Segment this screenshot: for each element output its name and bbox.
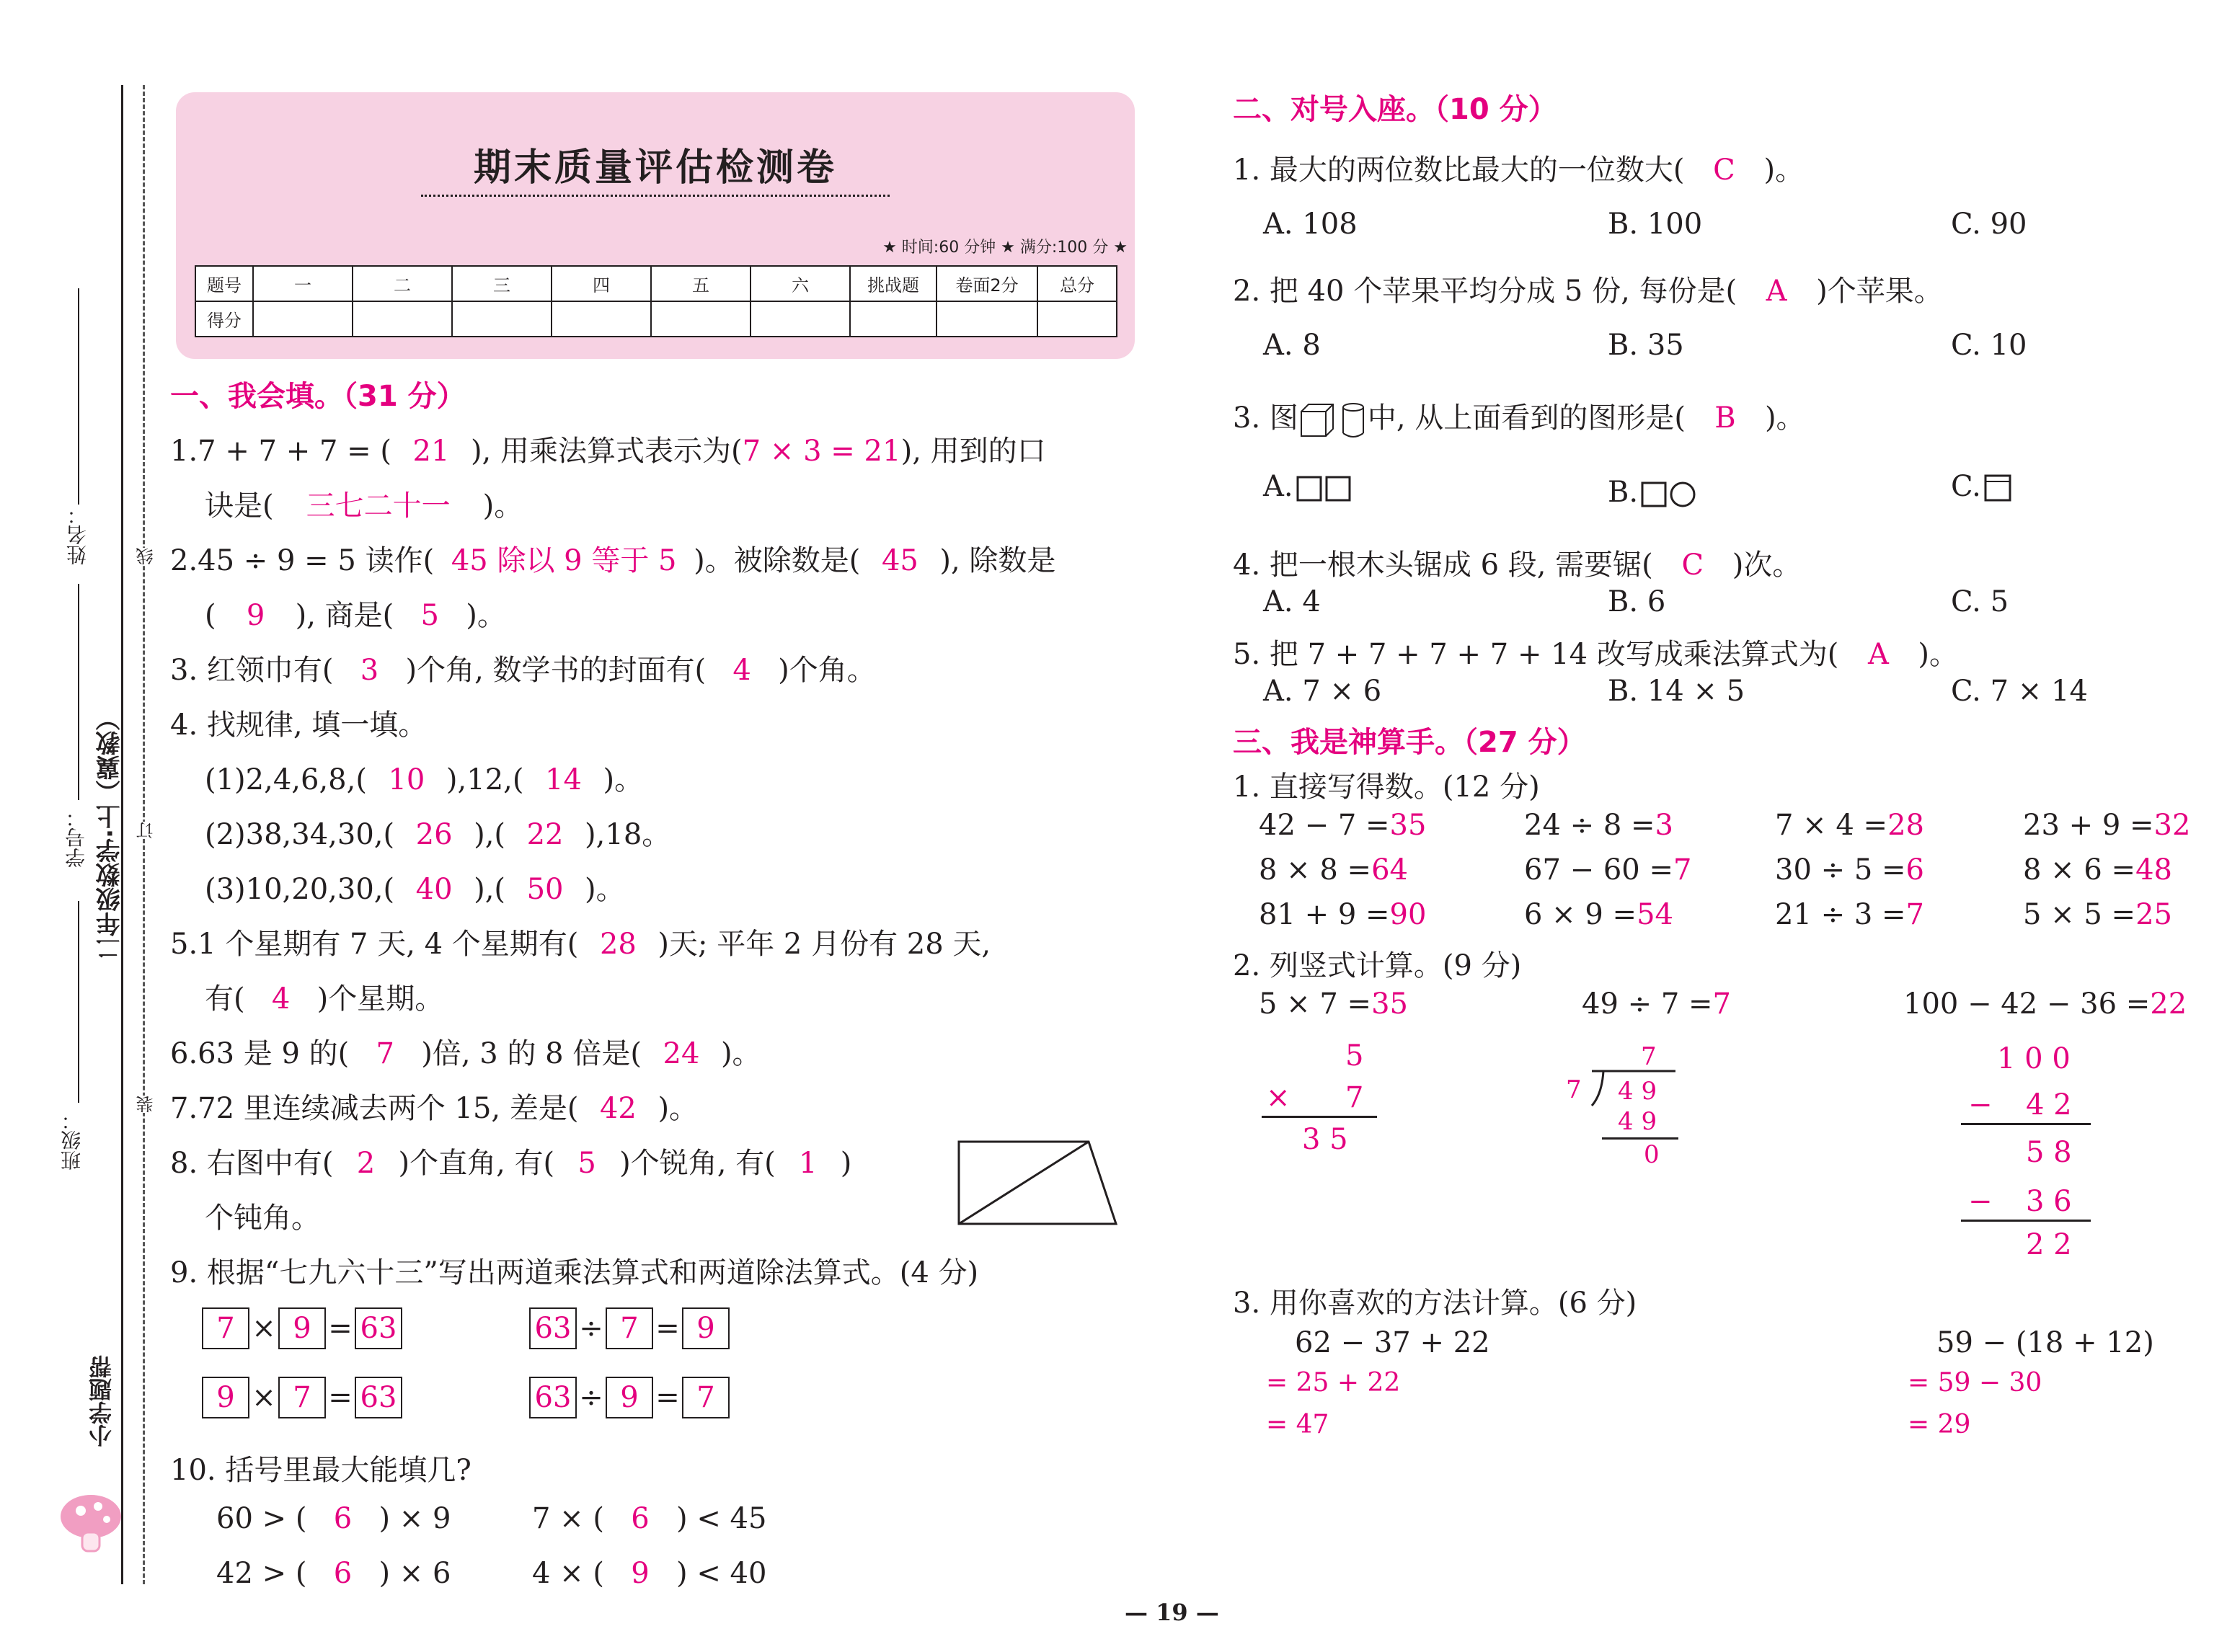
q8-text: )个锐角, 有( <box>619 1147 776 1180</box>
q9-box: 63 <box>355 1377 402 1418</box>
q7-text: )。 <box>658 1092 699 1125</box>
v3-n3: 3 6 <box>2026 1185 2072 1218</box>
q7-answer: 42 <box>599 1092 637 1125</box>
q4-line1 <box>205 757 643 798</box>
calc-a: 3 <box>1655 809 1673 842</box>
q9-box: 7 <box>682 1377 730 1418</box>
q6-answer-1: 7 <box>376 1037 394 1070</box>
calc-q: 6 × 9 = <box>1524 898 1637 931</box>
score-cell: 二 <box>353 266 452 301</box>
q9-op: ÷ <box>579 1312 603 1345</box>
two-squares-icon <box>1293 474 1355 503</box>
section1-title: 一、我会填。（31 分） <box>170 380 466 413</box>
score-input-cell[interactable] <box>253 301 353 337</box>
s2-q4-option-a: A. 4 <box>1263 585 1321 618</box>
q9-op: = <box>328 1381 353 1414</box>
calc-q: 7 × 4 = <box>1775 809 1888 842</box>
trapezoid-figure <box>956 1139 1120 1228</box>
v1-mid: 7 <box>1345 1081 1364 1114</box>
v3-n1: 1 0 0 <box>1997 1042 2071 1075</box>
score-input-cell[interactable] <box>452 301 552 337</box>
s2-q2-answer: A <box>1766 275 1787 308</box>
q9-op: ÷ <box>579 1381 603 1414</box>
q10-text: ) < 40 <box>676 1557 767 1590</box>
q9-eq1 <box>202 1307 402 1349</box>
q8-line1 <box>170 1140 851 1181</box>
oral-calc-item <box>2023 898 2172 931</box>
v2-quotient: 7 <box>1641 1042 1657 1071</box>
q5-text: 5.1 个星期有 7 天, 4 个星期有( <box>170 928 579 961</box>
q2-line1 <box>170 538 1055 579</box>
score-cell: 卷面2分 <box>937 266 1037 301</box>
q9-op: × <box>252 1381 276 1414</box>
q10-answer: 6 <box>333 1502 353 1535</box>
s2-q4-text: 4. 把一根木头锯成 6 段, 需要锯( <box>1233 549 1653 582</box>
s2-q1-option-a: A. 108 <box>1263 208 1358 241</box>
calc-a: 54 <box>1637 898 1673 931</box>
q4-text: (1)2,4,6,8,( <box>205 763 367 796</box>
v2-dividend: 4 9 <box>1618 1077 1657 1106</box>
s2-q1-option-b: B. 100 <box>1608 208 1703 241</box>
v1-op: × <box>1266 1081 1290 1114</box>
oral-calc-item <box>1259 898 1426 931</box>
oral-calc-item <box>1259 809 1426 842</box>
square-circle-icon <box>1638 480 1700 509</box>
v3-op1: − <box>1968 1088 1993 1122</box>
calc-q: 23 + 9 = <box>2023 809 2154 842</box>
section3-title: 三、我是神算手。（27 分） <box>1233 726 1586 759</box>
s2-q3-text: 3. 图 <box>1233 401 1298 435</box>
q4-text: ),( <box>474 873 506 906</box>
s3-q3-expr-2-step-2: = 29 <box>1908 1410 1971 1439</box>
s2-q2 <box>1233 268 1943 309</box>
s2-q4-answer: C <box>1681 549 1704 582</box>
oral-calc-item <box>2023 809 2190 842</box>
q2-line2 <box>205 592 506 634</box>
calc-q: 21 ÷ 3 = <box>1775 898 1906 931</box>
score-input-cell[interactable] <box>850 301 937 337</box>
q10-answer: 6 <box>631 1502 650 1535</box>
q1-text: 诀是( <box>205 489 274 523</box>
q5-answer-1: 28 <box>599 928 637 961</box>
s2-q1 <box>1233 147 1804 188</box>
s3-q3-expr-1-step-1: = 25 + 22 <box>1266 1368 1401 1398</box>
v3-n2: 4 2 <box>2026 1088 2072 1122</box>
q1-answer-2: 7 × 3 = 21 <box>742 435 901 468</box>
q8-line2: 个钝角。 <box>205 1202 320 1235</box>
calc-a: 25 <box>2135 898 2172 931</box>
calc-a: 6 <box>1905 853 1924 887</box>
q2-text: 2.45 ÷ 9 = 5 读作( <box>170 544 435 577</box>
v3-r2: 2 2 <box>2026 1228 2072 1261</box>
q4-title: 4. 找规律, 填一填。 <box>170 709 428 742</box>
q8-answer-1: 2 <box>356 1147 376 1180</box>
q3-text: )个角。 <box>778 654 876 687</box>
q4-text: )。 <box>585 873 625 906</box>
s2-q3-text: 中, 从上面看到的图形是( <box>1367 401 1686 435</box>
q5-text: )个星期。 <box>316 982 444 1016</box>
q4-answer: 50 <box>526 873 564 906</box>
id-field-line <box>78 584 79 800</box>
vertical-calc-2-eq <box>1582 987 1731 1021</box>
s2-q1-text: )。 <box>1763 154 1805 187</box>
q3-text: 3. 红领巾有( <box>170 654 334 687</box>
calc-q: 81 + 9 = <box>1259 898 1390 931</box>
q1-text: 1.7 + 7 + 7 = ( <box>170 435 391 468</box>
v3-op2: − <box>1968 1185 1993 1218</box>
q6-answer-2: 24 <box>663 1037 700 1070</box>
q9-eq2 <box>529 1307 730 1349</box>
q5-text: )天; 平年 2 月份有 28 天, <box>658 928 991 961</box>
oral-calc-item <box>2023 853 2172 887</box>
q1-text: ), 用乘法算式表示为( <box>470 435 743 468</box>
s2-q4 <box>1233 542 1801 583</box>
q2-answer-4: 5 <box>420 599 439 632</box>
s2-q3-answer: B <box>1714 401 1736 435</box>
square-top-icon <box>1981 473 2014 505</box>
score-table-header-row <box>195 266 1117 301</box>
q8-text: )个直角, 有( <box>398 1147 555 1180</box>
s2-q2-option-a: A. 8 <box>1263 329 1321 362</box>
calc-q: 49 ÷ 7 = <box>1582 987 1713 1021</box>
page-number: — 19 — <box>1125 1599 1219 1626</box>
score-cell: 总分 <box>1037 266 1117 301</box>
oral-calc-item <box>1524 809 1673 842</box>
q1-line1 <box>170 428 1046 469</box>
q3-text: )个角, 数学书的封面有( <box>405 654 707 687</box>
q2-text: )。被除数是( <box>694 544 861 577</box>
s2-q5 <box>1233 631 1958 672</box>
q1-text: ), 用到的口 <box>900 435 1046 468</box>
calc-a: 7 <box>1712 987 1731 1021</box>
s2-q3-option-b <box>1608 476 1700 509</box>
q9-op: = <box>328 1312 353 1345</box>
v3-rule2 <box>1961 1220 2091 1222</box>
score-input-cell[interactable] <box>552 301 651 337</box>
q4-answer: 10 <box>388 763 425 796</box>
calc-q: 5 × 7 = <box>1259 987 1372 1021</box>
page-title: 期末质量评估检测卷 <box>473 146 837 190</box>
header-panel <box>176 92 1135 359</box>
calc-a: 7 <box>1673 853 1692 887</box>
s3-q2-title: 2. 列竖式计算。(9 分) <box>1233 949 1522 982</box>
q5-text: 有( <box>205 982 245 1016</box>
q9-box: 9 <box>278 1307 326 1349</box>
q10-text: 60 > ( <box>216 1502 307 1535</box>
oral-calc-item <box>1775 809 1924 842</box>
s2-q5-text: 5. 把 7 + 7 + 7 + 7 + 14 改写成乘法算式为( <box>1233 638 1839 671</box>
q4-answer: 40 <box>415 873 453 906</box>
q10-row2 <box>532 1502 766 1535</box>
q9-box: 9 <box>202 1377 249 1418</box>
q5-line1 <box>170 921 991 962</box>
student-id-label: 学号： <box>64 807 88 868</box>
cube-cylinder-icon <box>1298 401 1368 439</box>
calc-q: 24 ÷ 8 = <box>1524 809 1655 842</box>
s2-q4-option-c: C. 5 <box>1951 585 2009 618</box>
q9-eq3 <box>202 1377 402 1418</box>
q8-answer-3: 1 <box>799 1147 818 1180</box>
s2-q2-text: )个苹果。 <box>1816 275 1943 308</box>
calc-q: 67 − 60 = <box>1524 853 1673 887</box>
s2-q5-option-a: A. 7 × 6 <box>1263 675 1382 708</box>
v3-rule1 <box>1961 1123 2091 1125</box>
option-label: C. <box>1951 470 1981 503</box>
q10-text: ) × 6 <box>378 1557 451 1590</box>
q10-row1 <box>216 1502 451 1535</box>
v2-divisor: 7 <box>1566 1075 1582 1104</box>
s2-q1-text: 1. 最大的两位数比最大的一位数大( <box>1233 154 1685 187</box>
score-table <box>195 265 1117 337</box>
score-cell: 题号 <box>195 266 253 301</box>
grade-label: 二年级数学·上（冀教） <box>96 706 125 961</box>
q10-text: 42 > ( <box>216 1557 307 1590</box>
q4-text: ),18。 <box>585 818 671 851</box>
q9-box: 7 <box>278 1377 326 1418</box>
calc-a: 64 <box>1371 853 1408 887</box>
s2-q4-option-b: B. 6 <box>1608 585 1666 618</box>
q8-text: ) <box>840 1147 852 1180</box>
name-field-line <box>78 288 79 505</box>
q9-box: 7 <box>606 1307 653 1349</box>
s3-q3-expr-1-step-2: = 47 <box>1266 1410 1329 1439</box>
q4-answer: 26 <box>415 818 453 851</box>
score-cell: 五 <box>651 266 751 301</box>
score-input-cell[interactable] <box>651 301 751 337</box>
q2-text: ( <box>205 599 216 632</box>
binding-ding-char: 订 <box>133 822 159 839</box>
score-input-cell[interactable] <box>751 301 850 337</box>
q1-answer-3: 三七二十一 <box>306 489 451 523</box>
score-table-score-row <box>195 301 1117 337</box>
q10-text: 4 × ( <box>532 1557 604 1590</box>
calc-q: 8 × 6 = <box>2023 853 2136 887</box>
name-label: 姓名： <box>66 505 89 565</box>
oral-calc-item <box>1775 853 1924 887</box>
calc-a: 7 <box>1905 898 1924 931</box>
q4-text: (3)10,20,30,( <box>205 873 395 906</box>
title-underline <box>421 195 890 197</box>
score-input-cell[interactable] <box>353 301 452 337</box>
q5-answer-2: 4 <box>271 982 291 1016</box>
v2-remainder: 0 <box>1644 1140 1660 1169</box>
q4-text: ),( <box>474 818 506 851</box>
q4-answer: 22 <box>526 818 564 851</box>
q4-text: ),12,( <box>446 763 524 796</box>
q3-answer-1: 3 <box>360 654 379 687</box>
q9-box: 63 <box>529 1307 577 1349</box>
vertical-calc-3-eq <box>1903 987 2187 1021</box>
calc-a: 22 <box>2150 987 2187 1021</box>
s3-q3-expr-2: 59 − (18 + 12) <box>1936 1326 2154 1359</box>
s2-q5-option-b: B. 14 × 5 <box>1608 675 1745 708</box>
q6-text: )倍, 3 的 8 倍是( <box>421 1037 642 1070</box>
v2-sub: 4 9 <box>1618 1107 1657 1136</box>
s2-q4-text: )次。 <box>1732 549 1802 582</box>
s2-q1-answer: C <box>1713 154 1735 187</box>
q1-answer-1: 21 <box>412 435 450 468</box>
calc-a: 32 <box>2153 809 2191 842</box>
s2-q2-option-b: B. 35 <box>1608 329 1684 362</box>
q10-text: ) × 9 <box>378 1502 451 1535</box>
calc-q: 5 × 5 = <box>2023 898 2136 931</box>
q5-line2 <box>205 976 443 1017</box>
q9-op: = <box>655 1381 680 1414</box>
q10-text: 7 × ( <box>532 1502 604 1535</box>
s2-q5-text: )。 <box>1918 638 1958 671</box>
q10-answer: 6 <box>333 1557 353 1590</box>
s2-q3-text: )。 <box>1764 401 1805 435</box>
q2-answer-3: 9 <box>246 599 265 632</box>
s2-q2-option-c: C. 10 <box>1951 329 2027 362</box>
option-label: B. <box>1608 476 1639 509</box>
oral-calc-item <box>1775 898 1924 931</box>
s3-q3-title: 3. 用你喜欢的方法计算。(6 分) <box>1233 1287 1637 1320</box>
v3-r1: 5 8 <box>2026 1136 2072 1169</box>
score-cell: 挑战题 <box>850 266 937 301</box>
oral-calc-item <box>1524 853 1691 887</box>
q2-answer-2: 45 <box>881 544 918 577</box>
q1-text: )。 <box>482 489 523 523</box>
q4-text: )。 <box>603 763 644 796</box>
q9-box: 9 <box>606 1377 653 1418</box>
q9-box: 7 <box>202 1307 249 1349</box>
q3-line <box>170 647 876 688</box>
q3-answer-2: 4 <box>732 654 751 687</box>
score-input-cell[interactable] <box>937 301 1037 337</box>
v1-result: 3 5 <box>1302 1123 1348 1156</box>
calc-q: 30 ÷ 5 = <box>1775 853 1906 887</box>
q9-eq4 <box>529 1377 730 1418</box>
calc-a: 48 <box>2135 853 2172 887</box>
score-cell: 三 <box>452 266 552 301</box>
section2-title: 二、对号入座。（10 分） <box>1233 93 1557 126</box>
q9-box: 63 <box>529 1377 577 1418</box>
q8-text: 8. 右图中有( <box>170 1147 334 1180</box>
s3-q3-expr-2-step-1: = 59 − 30 <box>1908 1368 2042 1398</box>
q2-text: ), 商是( <box>295 599 394 632</box>
s2-q2-text: 2. 把 40 个苹果平均分成 5 份, 每份是( <box>1233 275 1737 308</box>
oral-calc-item <box>1524 898 1673 931</box>
binding-line-char: 线 <box>133 548 159 565</box>
q9-title: 9. 根据“七九六十三”写出两道乘法算式和两道除法算式。(4 分) <box>170 1256 979 1289</box>
q10-row4 <box>532 1557 766 1590</box>
q10-text: ) < 45 <box>676 1502 767 1535</box>
score-input-cell[interactable] <box>1037 301 1117 337</box>
brand-label: 小学题帮 <box>88 1355 115 1447</box>
calc-a: 90 <box>1389 898 1427 931</box>
s3-q1-title: 1. 直接写得数。(12 分) <box>1233 771 1540 804</box>
q7-text: 7.72 里连续减去两个 15, 差是( <box>170 1092 579 1125</box>
v1-top: 5 <box>1345 1039 1364 1073</box>
q9-box: 9 <box>682 1307 730 1349</box>
calc-a: 35 <box>1389 809 1427 842</box>
class-field-line <box>78 901 79 1103</box>
calc-q: 42 − 7 = <box>1259 809 1390 842</box>
q6-text: )。 <box>720 1037 761 1070</box>
score-cell: 六 <box>751 266 850 301</box>
s2-q3-option-c <box>1951 470 2014 505</box>
q2-text: ), 除数是 <box>939 544 1056 577</box>
q9-op: = <box>655 1312 680 1345</box>
q4-line2 <box>205 812 670 853</box>
time-score-meta: ★ 时间:60 分钟 ★ 满分:100 分 ★ <box>882 239 1128 257</box>
q2-text: )。 <box>466 599 506 632</box>
mushroom-logo-icon <box>55 1485 127 1557</box>
calc-a: 35 <box>1371 987 1408 1021</box>
calc-q: 8 × 8 = <box>1259 853 1372 887</box>
v2-rule <box>1602 1137 1678 1140</box>
option-label: A. <box>1263 470 1293 503</box>
q10-row3 <box>216 1557 451 1590</box>
score-cell: 四 <box>552 266 651 301</box>
q10-title: 10. 括号里最大能填几? <box>170 1454 471 1487</box>
calc-q: 100 − 42 − 36 = <box>1903 987 2151 1021</box>
oral-calc-item <box>1259 853 1408 887</box>
q10-answer: 9 <box>631 1557 650 1590</box>
q4-text: (2)38,34,30,( <box>205 818 395 851</box>
class-label: 班级： <box>60 1110 84 1171</box>
s2-q5-option-c: C. 7 × 14 <box>1951 675 2088 708</box>
calc-a: 28 <box>1887 809 1924 842</box>
q6-text: 6.63 是 9 的( <box>170 1037 350 1070</box>
q7-line <box>170 1085 698 1127</box>
q8-answer-2: 5 <box>577 1147 596 1180</box>
q1-line2 <box>205 483 523 524</box>
q2-answer-1: 45 除以 9 等于 5 <box>451 544 677 577</box>
vertical-calc-1-eq <box>1259 987 1408 1021</box>
binding-zhuang-char: 装 <box>133 1096 159 1113</box>
q6-line <box>170 1031 761 1072</box>
s2-q3 <box>1233 395 1805 439</box>
q9-box: 63 <box>355 1307 402 1349</box>
q9-op: × <box>252 1312 276 1345</box>
s2-q5-answer: A <box>1867 638 1889 671</box>
s2-q3-option-a <box>1263 470 1355 503</box>
score-cell: 一 <box>253 266 353 301</box>
q4-line3 <box>205 866 625 907</box>
s2-q1-option-c: C. 90 <box>1951 208 2027 241</box>
score-cell: 得分 <box>195 301 253 337</box>
s3-q3-expr-1: 62 − 37 + 22 <box>1295 1326 1490 1359</box>
q4-answer: 14 <box>545 763 582 796</box>
v1-rule <box>1262 1116 1377 1118</box>
